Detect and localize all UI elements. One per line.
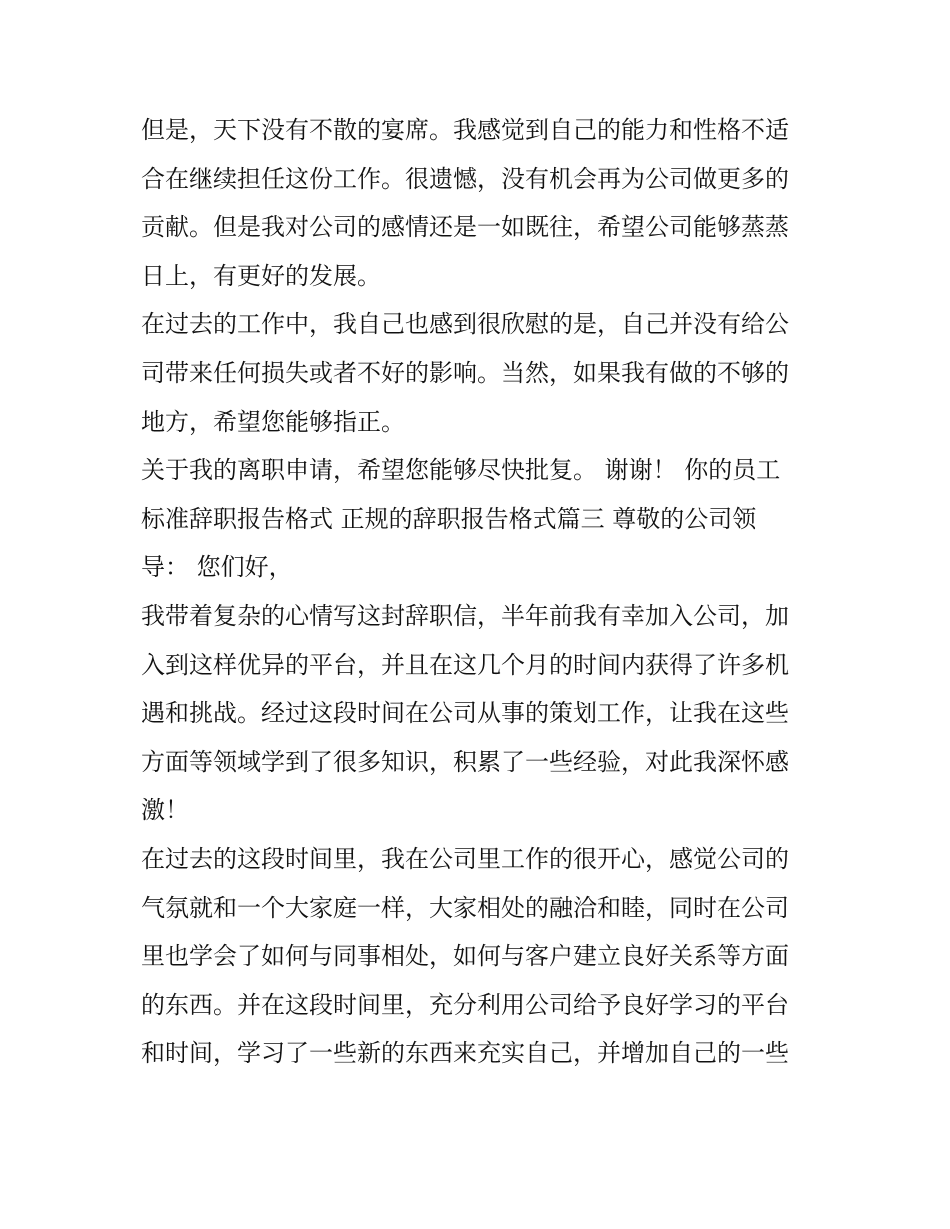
text-line: 关于我的离职申请，希望您能够尽快批复。 谢谢！ 你的员工 bbox=[141, 456, 781, 485]
text-line: 我带着复杂的心情写这封辞职信，半年前我有幸加入公司，加 bbox=[141, 601, 789, 630]
text-line: 合在继续担任这份工作。很遗憾，没有机会再为公司做更多的 bbox=[141, 164, 789, 193]
text-line: 日上，有更好的发展。 bbox=[141, 261, 381, 290]
text-line: 贡献。但是我对公司的感情还是一如既往，希望公司能够蒸蒸 bbox=[141, 213, 789, 242]
text-line: 气氛就和一个大家庭一样，大家相处的融洽和睦，同时在公司 bbox=[141, 893, 789, 922]
document-body bbox=[141, 106, 821, 1078]
text-line: 司带来任何损失或者不好的影响。当然，如果我有做的不够的 bbox=[141, 358, 789, 387]
text-line: 激！ bbox=[141, 796, 189, 825]
text-line: 入到这样优异的平台，并且在这几个月的时间内获得了许多机 bbox=[141, 650, 789, 679]
text-line: 方面等领域学到了很多知识，积累了一些经验，对此我深怀感 bbox=[141, 747, 789, 776]
text-line: 但是，天下没有不散的宴席。我感觉到自己的能力和性格不适 bbox=[141, 116, 789, 144]
text-line: 在过去的工作中，我自己也感到很欣慰的是，自己并没有给公 bbox=[141, 310, 789, 339]
text-line: 标准辞职报告格式 正规的辞职报告格式篇三 尊敬的公司领 bbox=[141, 504, 757, 533]
text-line: 导： 您们好， bbox=[141, 553, 293, 582]
text-line: 的东西。并在这段时间里，充分利用公司给予良好学习的平台 bbox=[141, 990, 789, 1019]
text-line: 遇和挑战。经过这段时间在公司从事的策划工作，让我在这些 bbox=[141, 699, 789, 728]
text-line: 在过去的这段时间里，我在公司里工作的很开心，感觉公司的 bbox=[141, 844, 789, 873]
text-line: 里也学会了如何与同事相处，如何与客户建立良好关系等方面 bbox=[141, 942, 789, 971]
text-line: 地方，希望您能够指正。 bbox=[141, 407, 405, 436]
text-line: 和时间，学习了一些新的东西来充实自己，并增加自己的一些 bbox=[141, 1039, 789, 1068]
